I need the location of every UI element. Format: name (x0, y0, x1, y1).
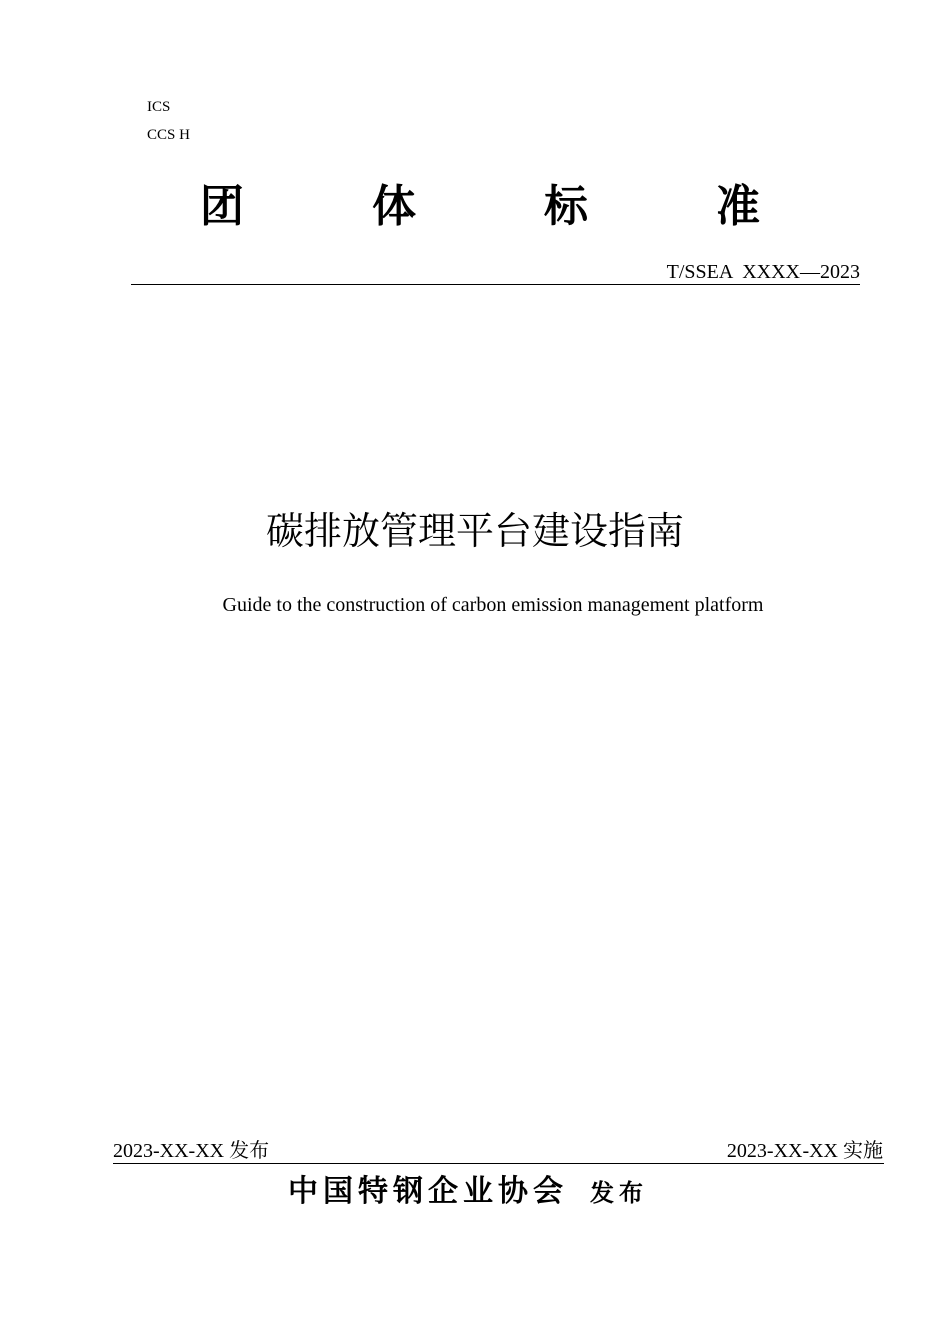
ics-code: ICS (147, 99, 171, 115)
header-divider (131, 284, 860, 285)
document-title-english: Guide to the construction of carbon emission management platform (222, 594, 764, 616)
footer-divider (113, 1163, 884, 1164)
publisher-verb: 发布 (590, 1179, 648, 1207)
publish-date: 2023-XX-XX 发布 (113, 1140, 270, 1162)
publisher-line (288, 1172, 648, 1213)
implement-date: 2023-XX-XX 实施 (726, 1140, 883, 1162)
document-title-chinese: 碳排放管理平台建设指南 (265, 509, 684, 553)
standard-type-char: 标 (544, 181, 588, 232)
standard-type-char: 准 (716, 181, 760, 232)
standard-type-heading (180, 180, 780, 234)
standard-type-char: 团 (200, 181, 244, 232)
ccs-code: CCS H (147, 127, 190, 143)
standard-type-char: 体 (372, 181, 416, 232)
publisher-name: 中国特钢企业协会 (288, 1174, 568, 1209)
standard-number: T/SSEA XXXX—2023 (666, 261, 860, 283)
